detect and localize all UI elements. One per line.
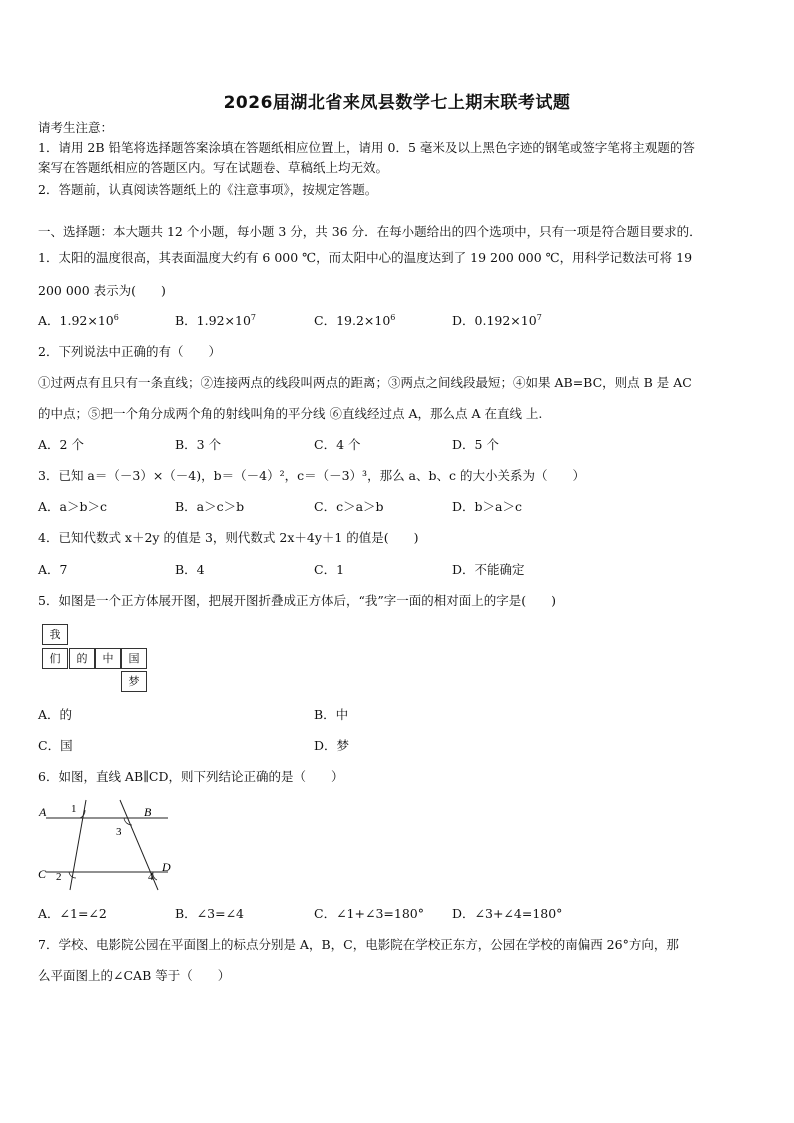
- q1-option-b: B．$1.92\times 10^7$: [175, 313, 256, 328]
- net-cell-4: 中: [95, 648, 121, 669]
- q5-stem: 5．如图是一个正方体展开图，把展开图折叠成正方体后，“我”字一面的相对面上的字是( ): [38, 593, 556, 608]
- q4-option-d: D．不能确定: [452, 562, 525, 577]
- q2-body-a: ①过两点有且只有一条直线；②连接两点的线段叫两点的距离；③两点之间线段最短；④如果 AB=BC，则点 B 是 AC: [38, 375, 692, 390]
- q7-stem-a: 7．学校、电影院公园在平面图上的标点分别是 A，B，C，电影院在学校正东方，公园在学校的南偏西 26°方向，那: [38, 937, 679, 952]
- q1-option-d: D．$0.192\times 10^7$: [452, 313, 542, 328]
- notice-item-1b: 案写在答题纸相应的答题区内。写在试题卷、草稿纸上均无效。: [38, 160, 389, 175]
- label-angle-4: 4: [148, 871, 154, 883]
- q4-stem: 4．已知代数式 x＋2y 的值是 3，则代数式 2x＋4y＋1 的值是( ): [38, 530, 419, 545]
- q6-option-d: D．∠3+∠4=180°: [452, 906, 563, 921]
- q4-option-b: B．4: [175, 562, 205, 577]
- q2-option-c: C．4 个: [314, 437, 361, 452]
- q1-stem-b: 200 000 表示为( ): [38, 283, 166, 298]
- net-cell-3: 的: [69, 648, 95, 669]
- q6-option-c: C．∠1+∠3=180°: [314, 906, 424, 921]
- label-angle-1: 1: [71, 803, 77, 815]
- q4-option-c: C．1: [314, 562, 345, 577]
- label-d: D: [162, 860, 171, 874]
- q3-option-c: C．c＞a＞b: [314, 499, 384, 514]
- q1-option-c: C．$19.2\times 10^6$: [314, 313, 396, 328]
- q6-option-a: A．∠1=∠2: [38, 906, 107, 921]
- q2-option-a: A．2 个: [38, 437, 84, 452]
- cube-net-figure: [40, 623, 150, 693]
- net-cell-2: 们: [42, 648, 68, 669]
- q2-option-d: D．5 个: [452, 437, 499, 452]
- q6-option-b: B．∠3=∠4: [175, 906, 245, 921]
- q5-option-b: B．中: [314, 707, 349, 722]
- q3-stem: 3．已知 a＝（－3）×（－4)，b＝（－4）²，c＝（－3）³，那么 a、b、c 的大小关系为（ ）: [38, 468, 585, 483]
- parallel-lines-figure: [36, 796, 178, 892]
- q5-option-d: D．梦: [314, 738, 350, 753]
- q3-option-a: A．a＞b＞c: [38, 499, 107, 514]
- section-heading: 一、选择题：本大题共 12 个小题，每小题 3 分，共 36 分．在每小题给出的四个选项中，只有一项是符合题目要求的．: [38, 224, 702, 239]
- label-angle-2: 2: [56, 871, 62, 883]
- notice-heading: 请考生注意：: [38, 120, 114, 135]
- label-angle-3: 3: [116, 826, 122, 838]
- q4-option-a: A．7: [38, 562, 68, 577]
- label-b: B: [144, 805, 152, 819]
- net-cell-6: 梦: [121, 671, 147, 692]
- q2-body-b: 的中点；⑤把一个角分成两个角的射线叫角的平分线 ⑥直线经过点 A，那么点 A 在直线 上.: [38, 406, 543, 421]
- q5-option-a: A．的: [38, 707, 73, 722]
- q5-option-c: C．国: [38, 738, 73, 753]
- net-cell-1: 我: [42, 624, 68, 645]
- net-cell-5: 国: [121, 648, 147, 669]
- notice-item-1a: 1．请用 2B 铅笔将选择题答案涂填在答题纸相应位置上，请用 0．5 毫米及以上黑色字迹的钢笔或签字笔将主观题的答: [38, 140, 695, 155]
- q1-option-a: A．$1.92\times 10^6$: [38, 313, 119, 328]
- notice-item-2: 2．答题前，认真阅读答题纸上的《注意事项》，按规定答题。: [38, 182, 378, 197]
- page-title: 2026届湖北省来凤县数学七上期末联考试题: [223, 93, 571, 113]
- q3-option-d: D．b＞a＞c: [452, 499, 522, 514]
- label-c: C: [38, 867, 47, 881]
- label-a: A: [39, 805, 47, 819]
- q2-stem: 2．下列说法中正确的有（ ）: [38, 344, 221, 359]
- q7-stem-b: 么平面图上的∠CAB 等于（ ）: [38, 968, 231, 983]
- q2-option-b: B．3 个: [175, 437, 222, 452]
- q6-stem: 6．如图，直线 AB∥CD，则下列结论正确的是（ ）: [38, 769, 344, 784]
- q3-option-b: B．a＞c＞b: [175, 499, 245, 514]
- q1-stem-a: 1．太阳的温度很高，其表面温度大约有 6 000 ℃，而太阳中心的温度达到了 19 200 000 ℃，用科学记数法可将 19: [38, 250, 693, 265]
